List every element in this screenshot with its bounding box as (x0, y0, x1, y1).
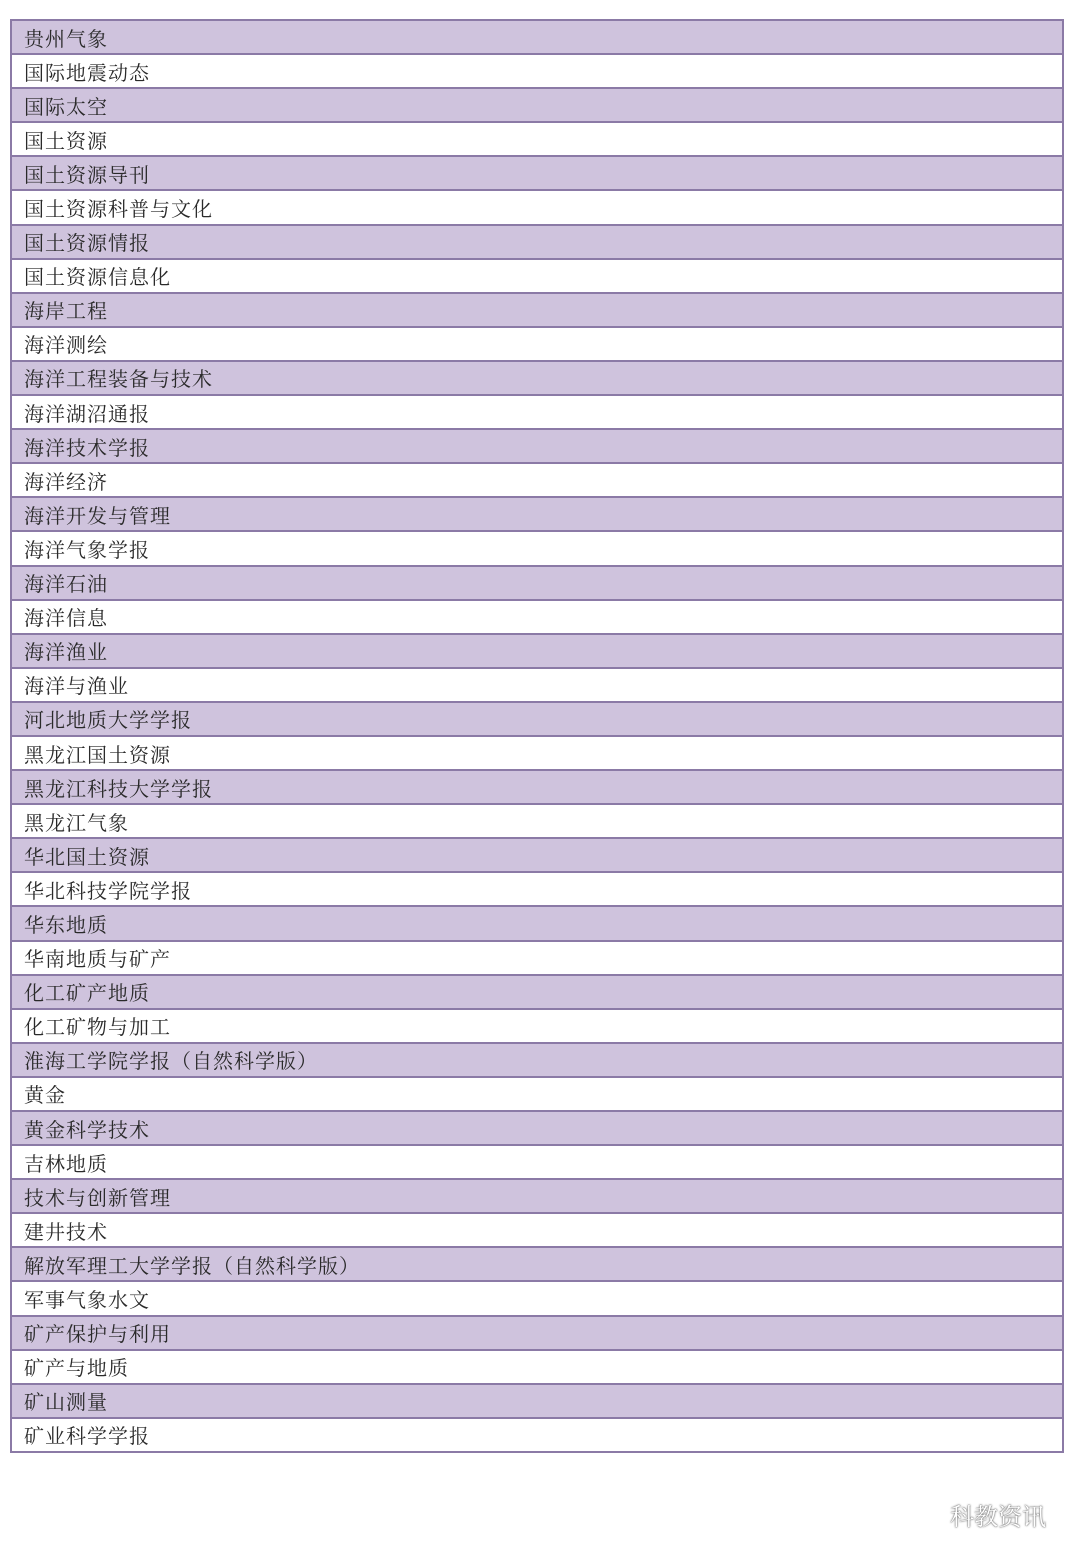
journal-row: 黑龙江科技大学学报 (12, 771, 1062, 805)
journal-row: 化工矿产地质 (12, 976, 1062, 1010)
journal-row: 矿产与地质 (12, 1351, 1062, 1385)
journal-row: 海洋渔业 (12, 635, 1062, 669)
journal-row: 解放军理工大学学报（自然科学版） (12, 1248, 1062, 1282)
journal-row: 国土资源 (12, 123, 1062, 157)
journal-row: 矿山测量 (12, 1385, 1062, 1419)
wechat-icon (902, 1500, 942, 1530)
journal-row: 海洋技术学报 (12, 430, 1062, 464)
journal-row: 华北国土资源 (12, 839, 1062, 873)
journal-row: 矿产保护与利用 (12, 1317, 1062, 1351)
journal-row: 华东地质 (12, 907, 1062, 941)
journal-row: 黑龙江气象 (12, 805, 1062, 839)
journal-row: 黄金科学技术 (12, 1112, 1062, 1146)
journal-table (10, 19, 1064, 1453)
journal-row: 国土资源情报 (12, 226, 1062, 260)
journal-row: 海洋经济 (12, 464, 1062, 498)
journal-row: 黄金 (12, 1078, 1062, 1112)
journal-row: 贵州气象 (12, 21, 1062, 55)
journal-row: 海洋测绘 (12, 328, 1062, 362)
journal-row: 技术与创新管理 (12, 1180, 1062, 1214)
journal-row: 海洋石油 (12, 567, 1062, 601)
watermark-text: 科教资讯 (950, 1503, 1046, 1531)
journal-row: 建井技术 (12, 1214, 1062, 1248)
journal-row: 矿业科学学报 (12, 1419, 1062, 1453)
journal-row: 国土资源导刊 (12, 157, 1062, 191)
journal-row: 淮海工学院学报（自然科学版） (12, 1044, 1062, 1078)
journal-row: 海洋工程装备与技术 (12, 362, 1062, 396)
journal-row: 国际太空 (12, 89, 1062, 123)
journal-row: 华北科技学院学报 (12, 873, 1062, 907)
journal-row: 吉林地质 (12, 1146, 1062, 1180)
journal-row: 国际地震动态 (12, 55, 1062, 89)
journal-row: 海洋信息 (12, 601, 1062, 635)
journal-row: 国土资源信息化 (12, 260, 1062, 294)
journal-row: 化工矿物与加工 (12, 1010, 1062, 1044)
journal-row: 国土资源科普与文化 (12, 191, 1062, 225)
journal-row: 海岸工程 (12, 294, 1062, 328)
journal-row: 海洋开发与管理 (12, 498, 1062, 532)
journal-row: 军事气象水文 (12, 1282, 1062, 1316)
journal-row: 海洋湖沼通报 (12, 396, 1062, 430)
watermark (902, 1497, 1046, 1532)
journal-row: 华南地质与矿产 (12, 942, 1062, 976)
journal-row: 海洋气象学报 (12, 532, 1062, 566)
journal-row: 海洋与渔业 (12, 669, 1062, 703)
journal-row: 河北地质大学学报 (12, 703, 1062, 737)
journal-row: 黑龙江国土资源 (12, 737, 1062, 771)
